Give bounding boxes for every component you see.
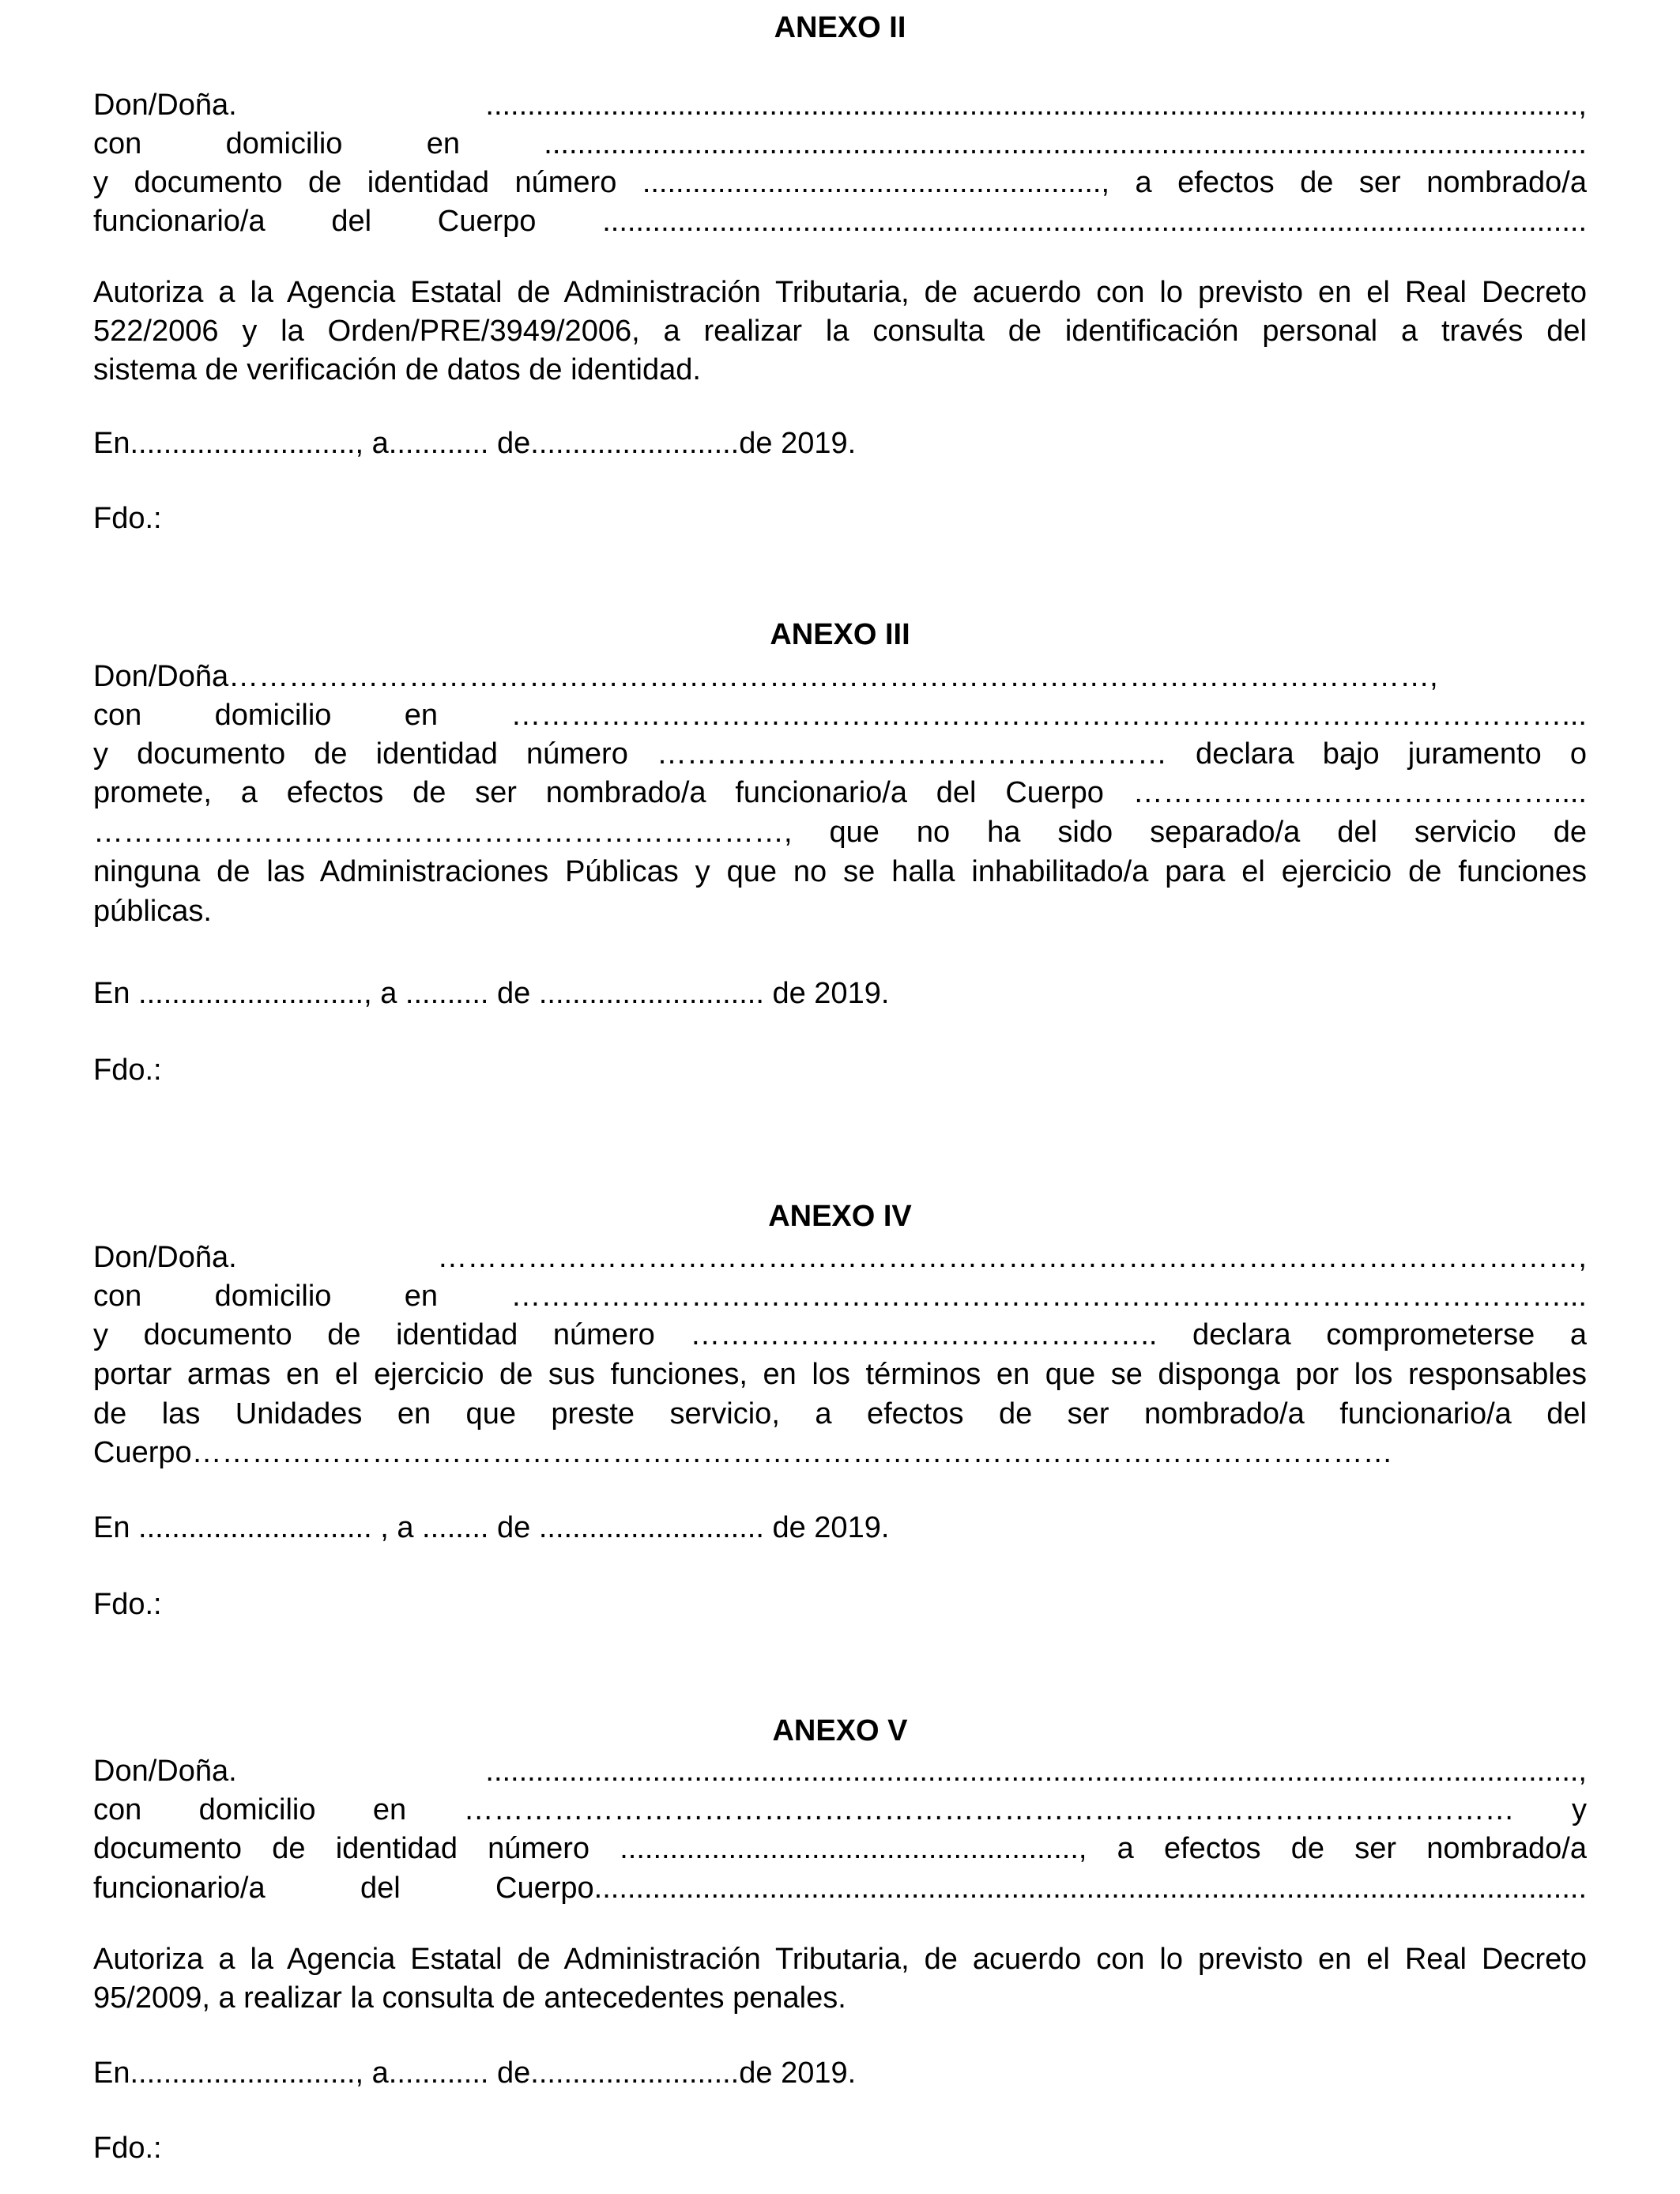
- annex-3-title: ANEXO III: [770, 618, 910, 651]
- annex-3-place-date: En ..........................., a .......... de ........................... de 2019.: [93, 977, 890, 1010]
- annex-2-title: ANEXO II: [774, 11, 906, 44]
- annex-4-place-date: En ............................ , a ........ de ........................... de 2019.: [93, 1511, 890, 1544]
- annex-5-name-line: Don/Doña. ...................................................................................................................................,: [93, 1755, 1587, 1788]
- annex-3-signature: Fdo.:: [93, 1054, 162, 1087]
- annex-4-name-line: Don/Doña. ……………………………………………………………………………………………………,: [93, 1241, 1587, 1274]
- annex-2-place-date: En..........................., a............ de.........................de 2019.: [93, 427, 857, 460]
- annex-2-signature: Fdo.:: [93, 502, 162, 535]
- annex-4-id-line: y documento de identidad número ……………………………………….. declara comprometerse a: [93, 1318, 1587, 1351]
- annex-5-authorization-line: 95/2009, a realizar la consulta de antecedentes penales.: [93, 1981, 846, 2015]
- annex-5-signature: Fdo.:: [93, 2132, 162, 2165]
- annex-4-commitment-line: de las Unidades en que preste servicio, a efectos de ser nombrado/a funcionario/a del: [93, 1397, 1587, 1431]
- annex-2-authorization-line: 522/2006 y la Orden/PRE/3949/2006, a realizar la consulta de identificación personal a través del: [93, 315, 1587, 348]
- annex-2-corps-line: funcionario/a del Cuerpo ......................................................................................................................: [93, 205, 1587, 238]
- annex-5-title: ANEXO V: [772, 1714, 908, 1747]
- annex-4-address-line: con domicilio en ……………………………………………………………………………………………...: [93, 1280, 1587, 1313]
- annex-3-name-line: Don/Doña…………………………………………………………………………………………………………,: [93, 660, 1438, 693]
- annex-3-id-line: y documento de identidad número …………………………………………… declara bajo juramento o: [93, 737, 1587, 771]
- annex-4-commitment-line: portar armas en el ejercicio de sus funciones, en los términos en que se disponga por los responsables: [93, 1358, 1587, 1391]
- annex-3-declaration-line: ……………………………………………………………, que no ha sido separado/a del servicio de: [93, 816, 1587, 849]
- annex-5-corps-line: funcionario/a del Cuerpo.......................................................................................................................: [93, 1872, 1587, 1905]
- annex-2-authorization-line: Autoriza a la Agencia Estatal de Administración Tributaria, de acuerdo con lo previsto en el Real Decreto: [93, 276, 1587, 309]
- annex-3-declaration-line: públicas.: [93, 895, 212, 928]
- annex-4-title: ANEXO IV: [768, 1200, 912, 1233]
- annex-5-place-date: En..........................., a............ de.........................de 2019.: [93, 2056, 857, 2090]
- annex-3-address-line: con domicilio en ……………………………………………………………………………………………...: [93, 699, 1587, 732]
- annex-4-signature: Fdo.:: [93, 1588, 162, 1621]
- annex-2-id-line: y documento de identidad número ......................................................., a efectos de ser nombrado/a: [93, 166, 1587, 199]
- annex-5-authorization-line: Autoriza a la Agencia Estatal de Administración Tributaria, de acuerdo con lo previsto en el Real Decreto: [93, 1943, 1587, 1976]
- annex-5-id-line: documento de identidad número ......................................................., a efectos de ser nombrado/a: [93, 1832, 1587, 1865]
- annex-2-address-line: con domicilio en .............................................................................................................................: [93, 127, 1587, 160]
- annex-2-authorization-line: sistema de verificación de datos de identidad.: [93, 353, 701, 386]
- annex-3-corps-line: promete, a efectos de ser nombrado/a funcionario/a del Cuerpo ……………………………………....: [93, 776, 1587, 809]
- annex-4-corps-line: Cuerpo…………………………………………………………………………………………………………: [93, 1436, 1393, 1469]
- annex-5-address-line: con domicilio en …………………………………………………………………………………………… y: [93, 1793, 1587, 1826]
- annex-3-declaration-line: ninguna de las Administraciones Públicas y que no se halla inhabilitado/a para el ejercicio de funciones: [93, 855, 1587, 888]
- annex-2-name-line: Don/Doña. ...................................................................................................................................,: [93, 89, 1587, 122]
